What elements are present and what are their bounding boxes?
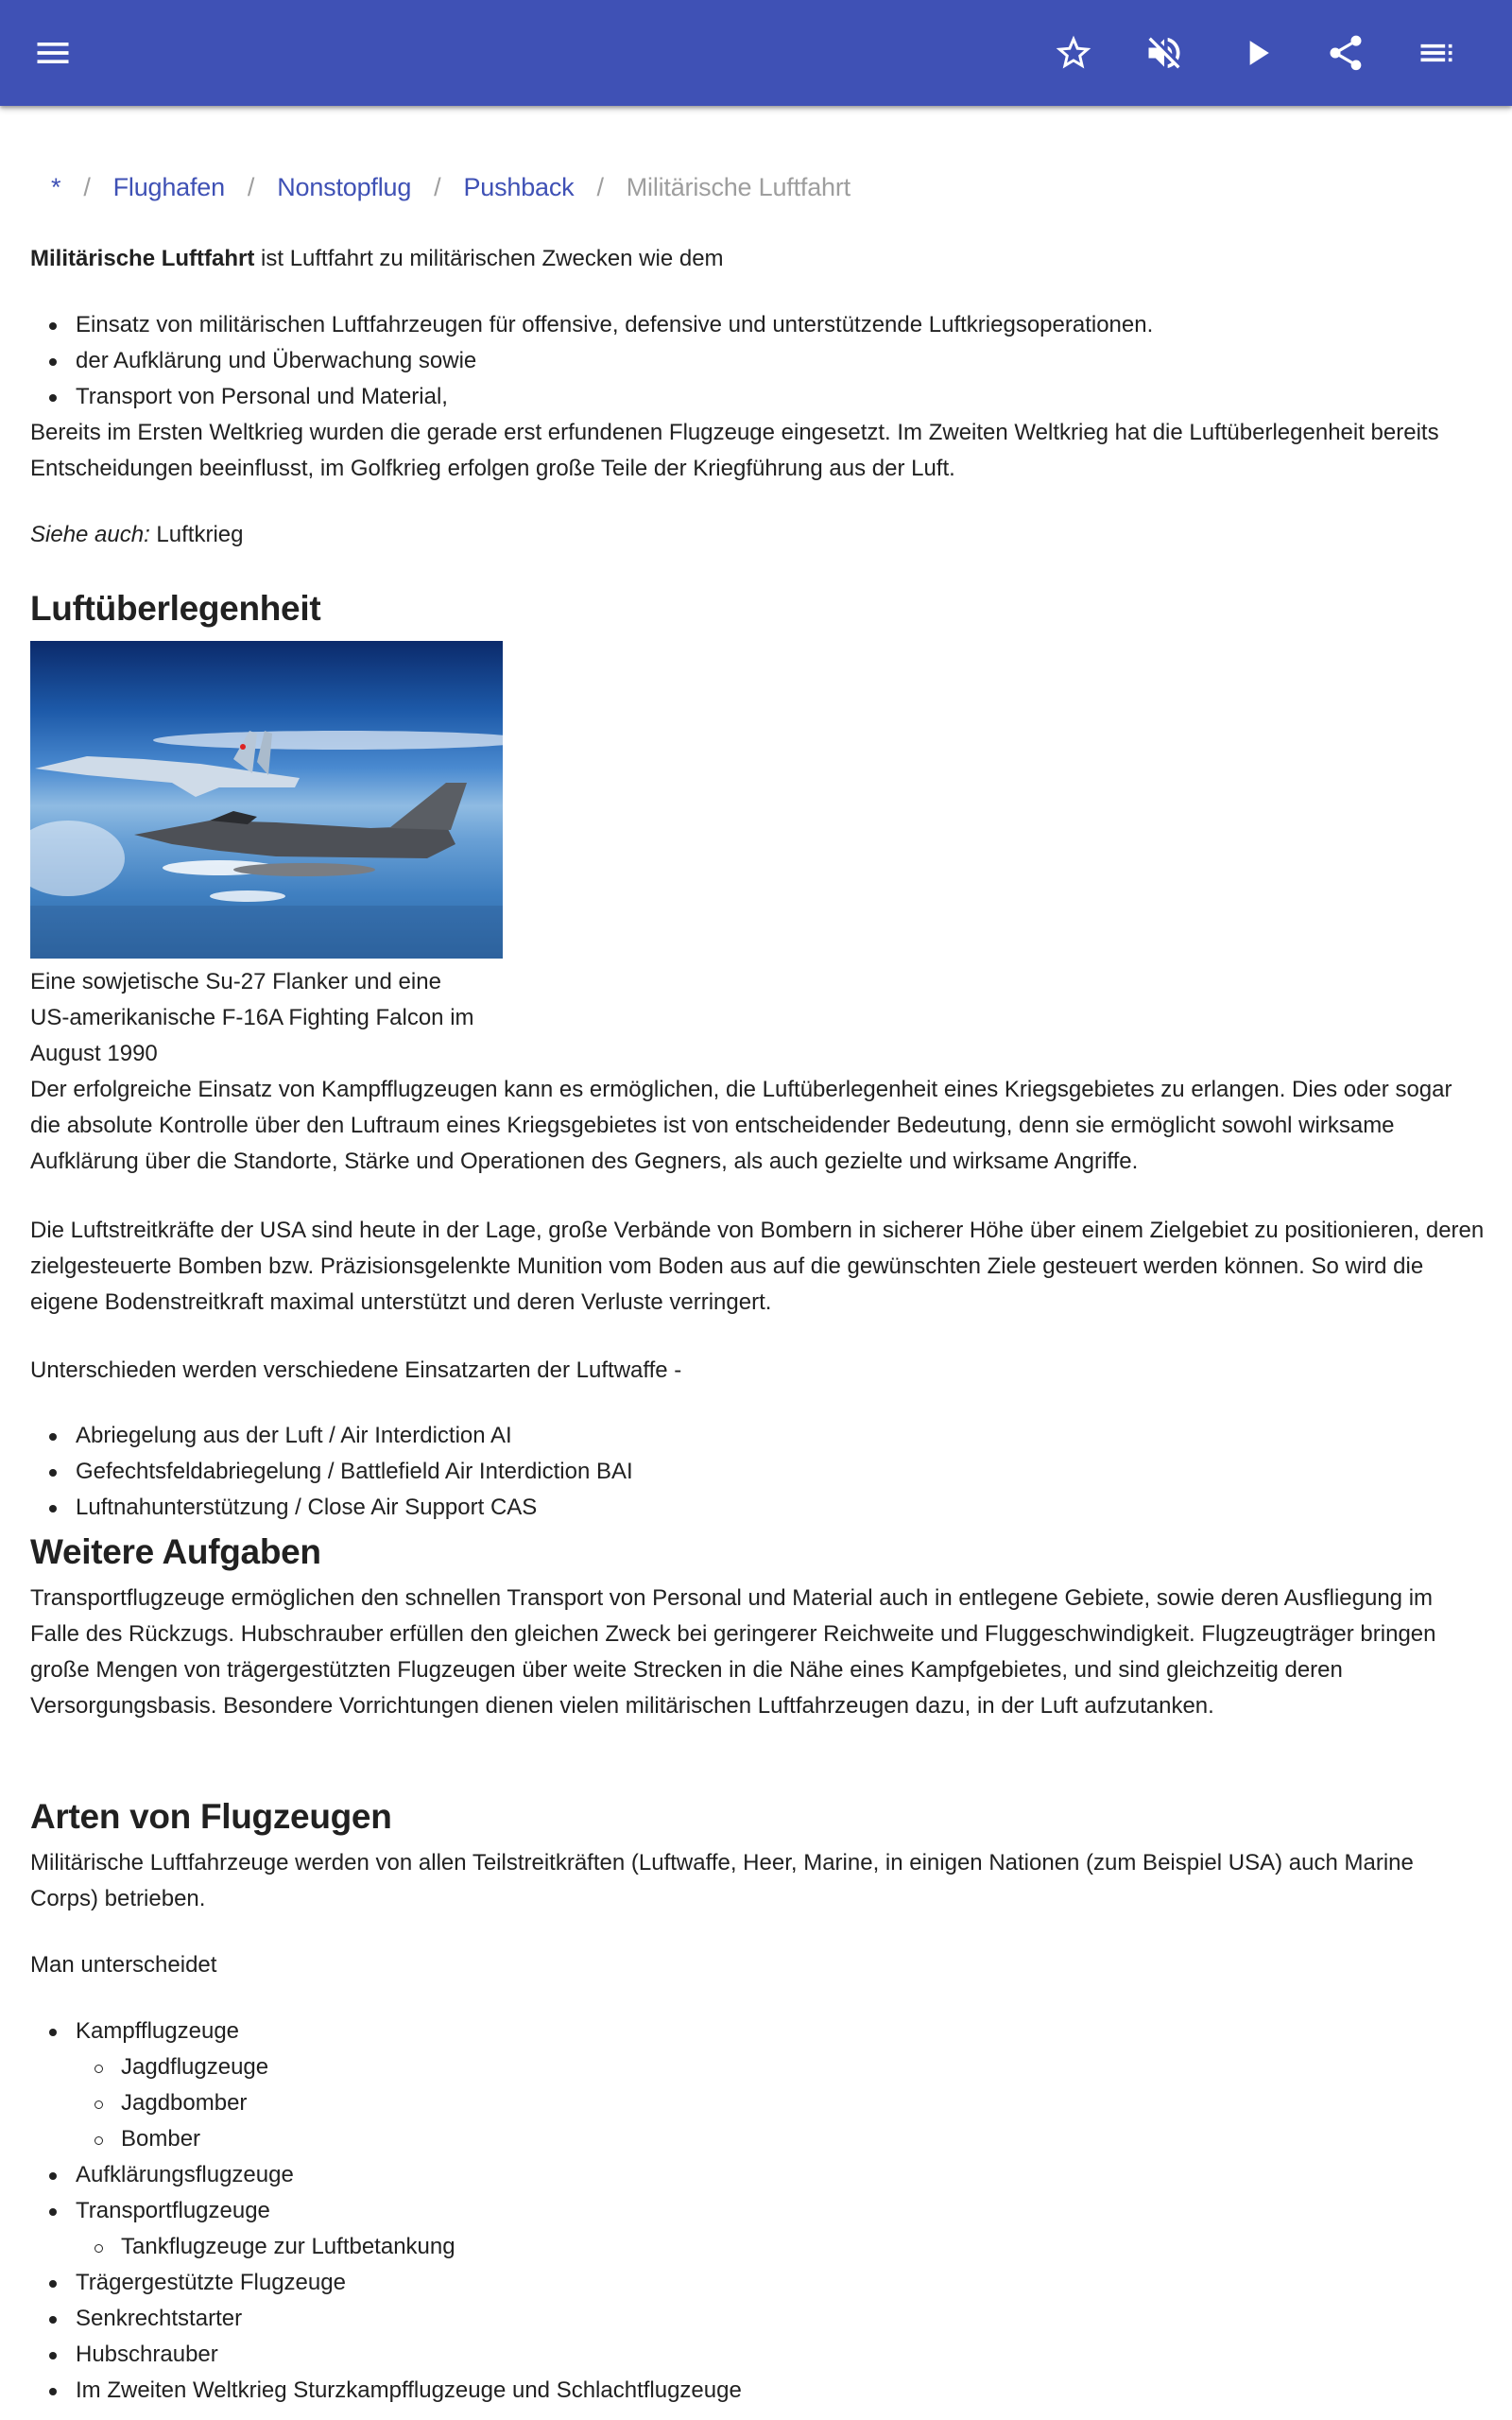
favorite-button[interactable]	[1047, 26, 1100, 79]
breadcrumb-item-nonstopflug[interactable]: Nonstopflug	[277, 173, 412, 201]
air-superiority-paragraph: Der erfolgreiche Einsatz von Kampfflugzeugen kann es ermöglichen, die Luftüberlegenheit eines Kriegsgebietes zu erlangen. Dies oder sogar die absolute Kontrolle über den Luftraum eines Kriegsgebietes ist von entscheidender Bedeutung, denn sie ermöglicht sowohl wirksame Aufklärung über die Standorte, Stärke und Operationen des Gegners, als auch gezielte und wirksame Angriffe.	[30, 1077, 1452, 1174]
play-button[interactable]	[1230, 26, 1283, 79]
list-item: Hubschrauber	[30, 2337, 1486, 2373]
image-caption	[30, 964, 522, 1072]
contents-button[interactable]	[1410, 26, 1463, 79]
list-item: Einsatz von militärischen Luftfahrzeugen für offensive, defensive und unterstützende Luftkriegsoperationen.	[30, 307, 1486, 343]
list-item: Trägergestützte Flugzeuge	[30, 2265, 1486, 2301]
app-toolbar	[0, 0, 1512, 106]
breadcrumb-item-pushback[interactable]: Pushback	[463, 173, 575, 201]
sublist	[30, 2229, 1486, 2265]
aircraft-operators-paragraph: Militärische Luftfahrzeuge werden von allen Teilstreitkräften (Luftwaffe, Heer, Marine, in einigen Nationen (zum Beispiel USA) auch Marine Corps) betrieben.	[30, 1850, 1414, 1911]
intro-text: ist Luftfahrt zu militärischen Zwecken wie dem	[254, 246, 724, 271]
sublist-item: Tankflugzeuge zur Luftbetankung	[30, 2229, 1486, 2265]
sublist-item: Bomber	[30, 2121, 1486, 2157]
breadcrumb-item-root[interactable]: *	[51, 173, 61, 201]
list-item-label: Kampfflugzeuge	[76, 2018, 240, 2044]
sublist-item: Jagdbomber	[30, 2085, 1486, 2121]
list-item-label: Transportflugzeuge	[76, 2198, 270, 2223]
list-item: Im Zweiten Weltkrieg Sturzkampfflugzeuge und Schlachtflugzeuge	[30, 2373, 1486, 2409]
types-lead: Man unterscheidet	[30, 1952, 217, 1978]
sublist-item: Jagdflugzeuge	[30, 2049, 1486, 2085]
breadcrumb-separator: /	[83, 173, 91, 201]
list-item: Luftnahunterstützung / Close Air Support CAS	[30, 1490, 1486, 1526]
menu-button[interactable]	[26, 26, 79, 79]
breadcrumb	[51, 168, 850, 206]
share-button[interactable]	[1319, 26, 1372, 79]
list-item	[30, 2193, 1486, 2265]
further-tasks-paragraph: Transportflugzeuge ermöglichen den schnellen Transport von Personal und Material auch in entlegene Gebiete, sowie deren Ausfliegung im Falle des Rückzugs. Hubschrauber erfüllen den gleichen Zweck bei geringerer Reichweite und Fluggeschwindigkeit. Flugzeugträger bringen große Mengen von trägergestützten Flugzeugen über weite Strecken in die Nähe eines Kampfgebietes, und sind gleichzeitig deren Versorgungsbasis. Besondere Vorrichtungen dienen vielen militärischen Luftfahrzeugen dazu, in der Luft aufzutanken.	[30, 1585, 1436, 1719]
see-also-link[interactable]: Luftkrieg	[149, 522, 244, 547]
list-item: Transport von Personal und Material,	[30, 379, 1486, 415]
caption-line: Eine sowjetische Su-27 Flanker und eine	[30, 969, 441, 994]
sublist	[30, 2049, 1486, 2157]
aircraft-photo[interactable]	[30, 641, 503, 959]
mission-types-list	[30, 1418, 1486, 1526]
breadcrumb-separator: /	[434, 173, 441, 201]
menu-icon	[32, 32, 74, 74]
breadcrumb-separator: /	[247, 173, 255, 201]
star-outline-icon	[1053, 32, 1094, 74]
aircraft-photo-illustration	[30, 641, 503, 959]
see-also-label: Siehe auch:	[30, 522, 150, 547]
intro-paragraph	[30, 241, 1486, 277]
caption-line: US-amerikanische F-16A Fighting Falcon im	[30, 1005, 474, 1030]
list-item	[30, 2014, 1486, 2157]
intro-list	[30, 307, 1486, 415]
share-icon	[1325, 32, 1366, 74]
play-icon	[1236, 32, 1278, 74]
list-item: der Aufklärung und Überwachung sowie	[30, 343, 1486, 379]
breadcrumb-separator: /	[596, 173, 604, 201]
list-item: Senkrechtstarter	[30, 2301, 1486, 2337]
list-item: Aufklärungsflugzeuge	[30, 2157, 1486, 2193]
article-content	[30, 106, 1486, 2403]
section-heading-luftueberlegenheit: Luftüberlegenheit	[30, 589, 321, 628]
caption-line: August 1990	[30, 1041, 158, 1066]
breadcrumb-item-flughafen[interactable]: Flughafen	[112, 173, 225, 201]
list-item: Abriegelung aus der Luft / Air Interdiction AI	[30, 1418, 1486, 1454]
section-heading-arten: Arten von Flugzeugen	[30, 1797, 392, 1836]
mission-types-lead: Unterschieden werden verschiedene Einsatzarten der Luftwaffe -	[30, 1357, 682, 1383]
see-also	[30, 517, 1486, 553]
volume-off-icon	[1143, 32, 1185, 74]
article-title-term: Militärische Luftfahrt	[30, 246, 255, 271]
list-item: Gefechtsfeldabriegelung / Battlefield Air Interdiction BAI	[30, 1454, 1486, 1490]
breadcrumb-current: Militärische Luftfahrt	[626, 173, 850, 201]
usaf-paragraph: Die Luftstreitkräfte der USA sind heute in der Lage, große Verbände von Bombern in sicherer Höhe über einem Zielgebiet zu positionieren, deren zielgesteuerte Bomben bzw. Präzisionsgelenkte Munition vom Boden aus auf die gewünschten Ziele gesteuert werden können. So wird die eigene Bodenstreitkraft maximal unterstützt und deren Verluste verringert.	[30, 1218, 1485, 1315]
table-of-contents-icon	[1416, 32, 1457, 74]
section-heading-weitere-aufgaben: Weitere Aufgaben	[30, 1532, 321, 1571]
history-paragraph: Bereits im Ersten Weltkrieg wurden die gerade erst erfundenen Flugzeuge eingesetzt. Im Zweiten Weltkrieg hat die Luftüberlegenheit bereits Entscheidungen beeinflusst, im Golfkrieg erfolgen große Teile der Kriegführung aus der Luft.	[30, 420, 1439, 481]
sound-toggle-button[interactable]	[1138, 26, 1191, 79]
aircraft-types-list	[30, 2014, 1486, 2409]
